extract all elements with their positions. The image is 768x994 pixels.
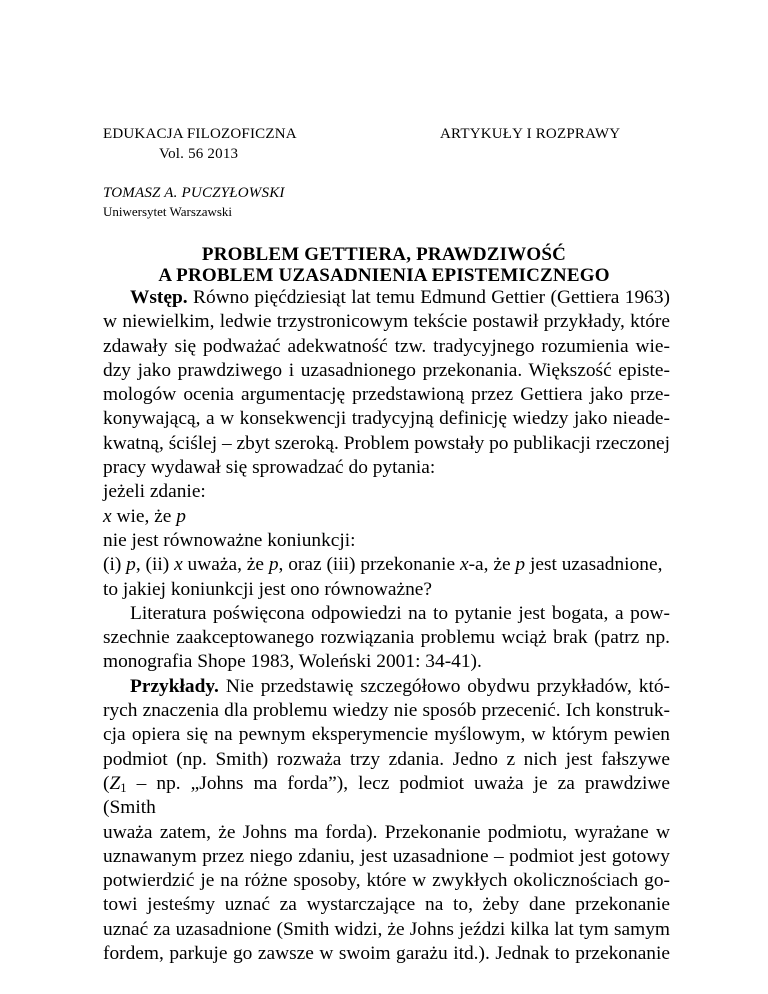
cond-text: -a, że xyxy=(468,554,516,576)
body-line: uważa zatem, że Johns ma forda). Przekonanie podmiotu, wyrażane w xyxy=(103,821,670,843)
section-name: ARTYKUŁY I ROZPRAWY xyxy=(440,126,621,142)
article-body xyxy=(103,286,670,966)
body-line: towi jesteśmy uznać za wystarczające na to, żeby dane przekonanie xyxy=(103,894,670,916)
author-affiliation: Uniwersytet Warszawski xyxy=(103,204,233,219)
body-line xyxy=(103,286,670,310)
formula-text: wie, że xyxy=(111,505,177,527)
body-line: uznać za uzasadnione (Smith widzi, że Johns jeździ kilka lat tym samym xyxy=(103,918,670,940)
body-line-text: – np. „Johns ma forda”), lecz podmiot uważa je za prawdziwe (Smith xyxy=(103,772,670,819)
body-line: kwatną, ściślej – zbyt szeroką. Problem powstały po publikacji rzeczonej xyxy=(103,432,671,454)
body-line: cja opiera się na pewnym eksperymencie myślowym, w którym pewien xyxy=(103,724,670,746)
article-title-line-2: A PROBLEM UZASADNIENIA EPISTEMICZNEGO xyxy=(158,265,610,286)
cond-text: , oraz (iii) przekonanie xyxy=(278,554,460,576)
body-line: podmiot (np. Smith) rozważa trzy zdania. Jedno z nich jest fałszywe xyxy=(103,748,670,770)
examples-heading: Przykłady. xyxy=(130,675,219,697)
article-title-line-1: PROBLEM GETTIERA, PRAWDZIWOŚĆ xyxy=(201,244,567,265)
var-x: x xyxy=(459,554,469,576)
body-line: szechnie zaakceptowanego rozwiązania problemu wciąż brak (patrz np. xyxy=(103,627,670,649)
body-line xyxy=(103,675,670,699)
body-line-text: Równo pięćdziesiąt lat temu Edmund Gettier (Gettiera 1963) xyxy=(193,287,670,308)
body-line: pracy wydawał się sprowadzać do pytania: xyxy=(103,457,436,479)
var-x: x xyxy=(174,554,183,576)
body-line: nie jest równoważne koniunkcji: xyxy=(103,529,356,551)
body-line: monografia Shope 1983, Woleński 2001: 34-41). xyxy=(103,651,482,673)
journal-name: EDUKACJA FILOZOFICZNA xyxy=(103,126,297,142)
body-line: potwierdzić je na różne sposoby, które w zwykłych okolicznościach go- xyxy=(103,870,670,892)
var-p: p xyxy=(268,554,279,576)
body-line: to jakiej koniunkcji jest ono równoważne? xyxy=(103,578,433,600)
body-line: Literatura poświęcona odpowiedzi na to pytanie jest bogata, a pow- xyxy=(130,602,670,624)
paren: ( xyxy=(103,772,110,794)
cond-text: , (ii) xyxy=(135,554,175,576)
var-p: p xyxy=(126,554,136,576)
var-p: p xyxy=(176,505,186,527)
var-p: p xyxy=(515,554,526,576)
body-line: mologów ocenia argumentację przedstawioną przez Gettiera jako prze- xyxy=(103,384,670,406)
var-z: Z xyxy=(109,772,121,794)
conditions-line xyxy=(103,553,670,577)
body-line: fordem, parkuje go zawsze w swoim garażu itd.). Jednak to przekonanie xyxy=(103,943,670,965)
formula-line xyxy=(103,505,670,529)
body-line: uznawanym przez niego zdaniu, jest uzasadnione – podmiot jest gotowy xyxy=(103,845,670,867)
body-line: jeżeli zdanie: xyxy=(103,481,206,503)
body-line: rych znaczenia dla problemu wiedzy nie sposób przecenić. Ich konstruk- xyxy=(103,700,670,722)
var-x: x xyxy=(103,505,112,527)
cond-text: jest uzasadnione, xyxy=(525,554,663,576)
var-z-subscript: 1 xyxy=(120,781,127,796)
author-name: TOMASZ A. PUCZYŁOWSKI xyxy=(103,185,285,201)
intro-heading: Wstęp. xyxy=(130,287,188,308)
body-line xyxy=(103,772,670,821)
cond-text: (i) xyxy=(103,554,127,576)
cond-text: uważa, że xyxy=(182,554,269,576)
body-line: w niewielkim, ledwie trzystronicowym tekście postawił przykłady, które xyxy=(103,311,670,333)
body-line: konywającą, a w konsekwencji tradycyjną definicję wiedzy jako nieade- xyxy=(103,408,670,430)
body-line: dzy jako prawdziwego i uzasadnionego przekonania. Większość episte- xyxy=(103,359,670,381)
journal-volume: Vol. 56 2013 xyxy=(159,146,239,162)
body-line: zdawały się podważać adekwatność tzw. tradycyjnego rozumienia wie- xyxy=(103,335,670,357)
body-line-text: Nie przedstawię szczegółowo obydwu przykładów, któ- xyxy=(225,675,670,697)
